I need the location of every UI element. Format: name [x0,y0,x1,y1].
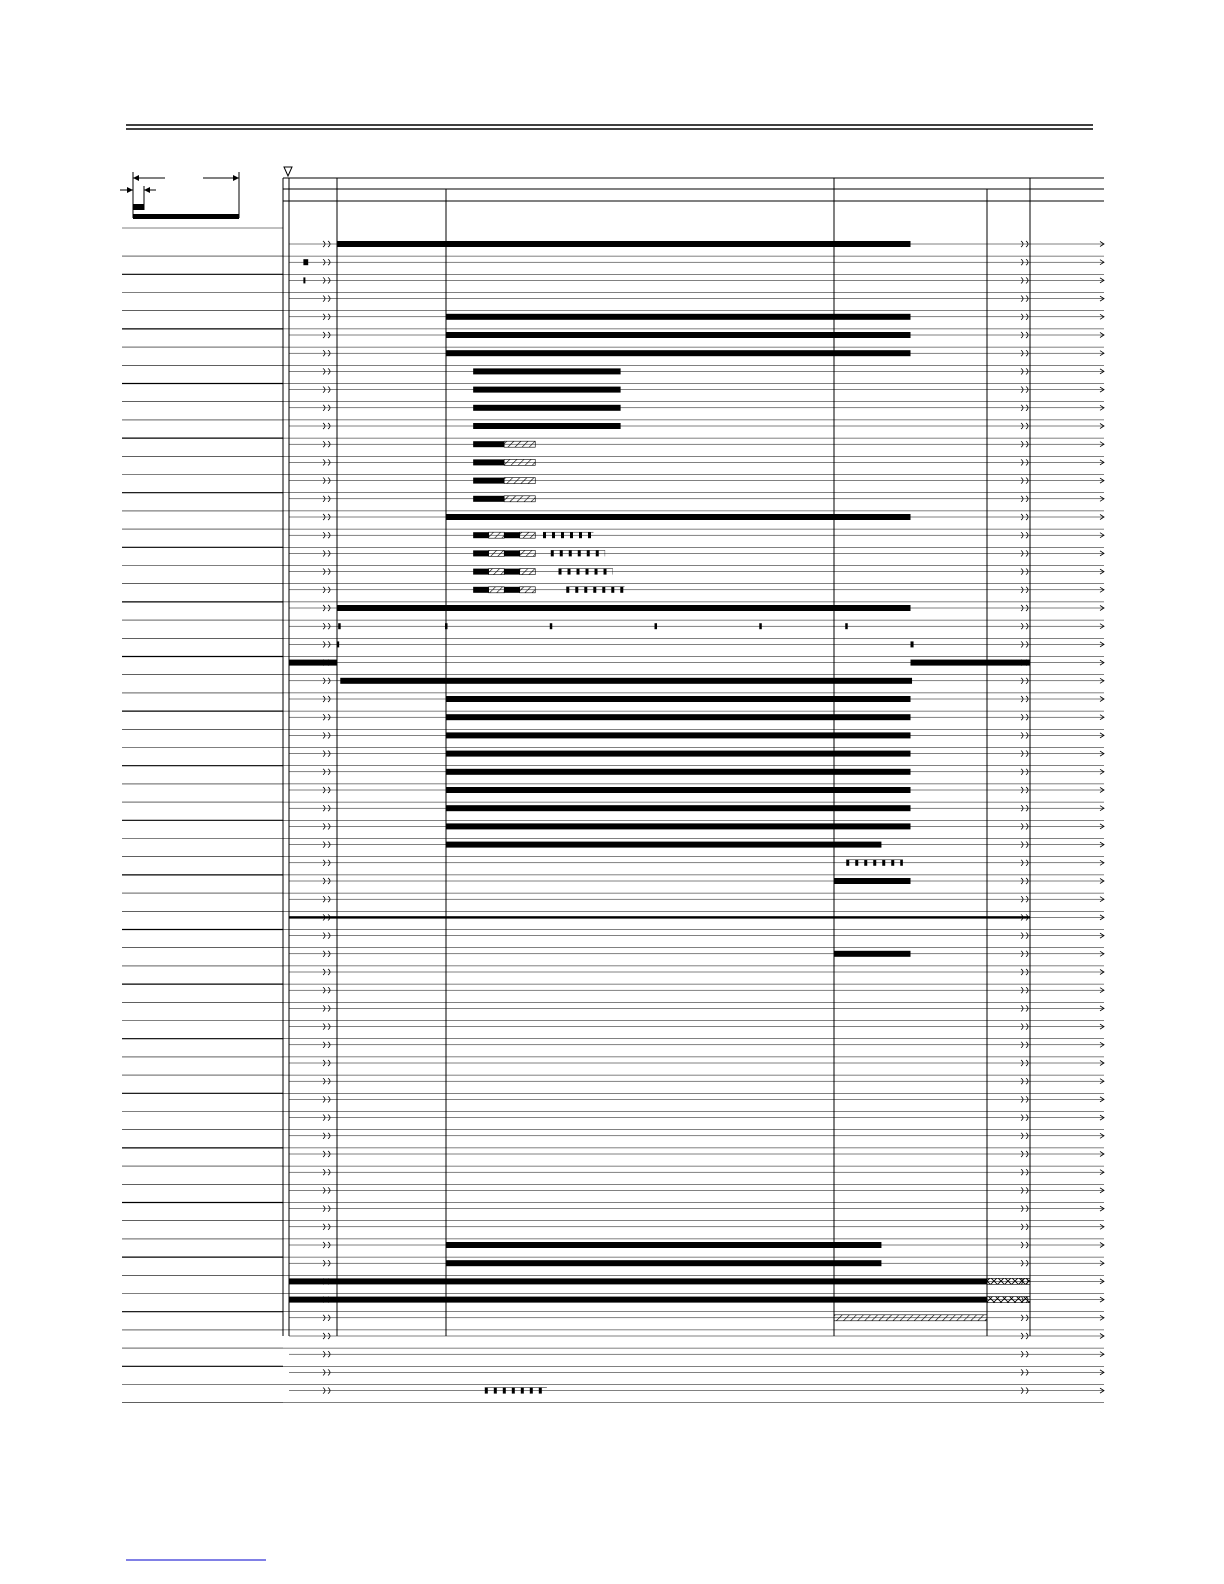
signal-undefined-bar [489,532,505,538]
pulse-train-mark [551,550,554,556]
signal-on-bar [337,641,339,647]
pulse-tick [845,623,848,629]
pulse-tick [655,623,658,629]
pulse-train-mark [561,532,564,538]
signal-on-bar [473,496,504,502]
pulse-train-mark [595,569,598,575]
signal-on-bar [446,1242,881,1248]
signal-on-bar [446,514,911,520]
signal-undefined-bar [520,550,536,556]
signal-on-bar [446,732,911,738]
signal-on-bar [446,714,911,720]
signal-thin-bar [289,916,1030,918]
signal-on-bar [473,423,620,429]
signal-on-bar [473,587,489,593]
pulse-train-mark [543,532,546,538]
signal-on-bar [473,459,504,465]
pulse-train-mark [900,860,903,866]
signal-rows [122,241,1104,1403]
pulse-train-mark [575,587,578,593]
signal-on-bar [446,314,911,320]
pulse-train-mark [620,587,623,593]
signal-on-bar [446,769,911,775]
pulse-train-mark [846,860,849,866]
pulse-train-mark [559,569,562,575]
pulse-train-mark [596,550,599,556]
pulse-train-mark [891,860,894,866]
signal-on-bar [504,532,520,538]
signal-undefined-bar [504,459,535,465]
signal-on-bar [446,350,911,356]
pulse-train-mark [539,1388,542,1394]
signal-on-bar [289,1297,987,1303]
pulse-train-mark [577,569,580,575]
signal-on-bar [473,405,620,411]
pulse-train-mark [588,532,591,538]
signal-on-bar [289,1278,987,1284]
pulse-train-mark [560,550,563,556]
signal-on-bar [446,751,911,757]
signal-on-bar [834,951,911,957]
pulse-tick [445,623,448,629]
pulse-train-mark [569,550,572,556]
pulse-train-mark [882,860,885,866]
signal-undefined-bar [520,587,536,593]
signal-on-bar [473,368,620,374]
pulse-train-mark [566,587,569,593]
signal-on-bar [446,823,911,829]
signal-undefined-bar [504,441,535,447]
signal-undefined-bar [489,569,505,575]
signal-undefined-bar [504,478,535,484]
signal-on-bar [473,441,504,447]
triangle-down-icon [284,167,292,176]
signal-crosshatch-bar [987,1297,1030,1303]
header-rule [126,125,1093,129]
pulse-train-mark [855,860,858,866]
pulse-train-mark [587,550,590,556]
pulse-train-mark [584,587,587,593]
signal-on-bar [303,259,308,265]
signal-on-bar [340,678,912,684]
signal-on-bar [911,641,914,647]
signal-undefined-bar [489,550,505,556]
pulse-train-mark [512,1388,515,1394]
pulse-train-mark [485,1388,488,1394]
signal-on-bar [473,478,504,484]
signal-on-bar [446,696,911,702]
pulse-train-mark [521,1388,524,1394]
pulse-train-mark [579,532,582,538]
pulse-train-mark [593,587,596,593]
pulse-train-mark [873,860,876,866]
pulse-tick [759,623,762,629]
signal-on-bar [289,660,337,666]
signal-on-bar [473,387,620,393]
signal-undefined-bar [834,1315,987,1321]
signal-on-bar [303,277,305,283]
pulse-train-mark [586,569,589,575]
signal-on-bar [504,550,520,556]
signal-on-bar [473,532,489,538]
pulse-train-mark [568,569,571,575]
pulse-tick [550,623,553,629]
signal-on-bar [446,1260,881,1266]
pulse-train-mark [552,532,555,538]
signal-on-bar [337,605,911,611]
pulse-train-mark [604,569,607,575]
pulse-train-mark [494,1388,497,1394]
pulse-train-mark [530,1388,533,1394]
signal-on-bar [446,332,911,338]
signal-on-bar [337,241,911,247]
signal-on-bar [911,660,1031,666]
signal-undefined-bar [504,496,535,502]
pulse-train-mark [611,587,614,593]
timing-legend-icon [120,172,239,219]
signal-on-bar [446,787,911,793]
signal-on-bar [504,569,520,575]
signal-crosshatch-bar [987,1278,1030,1284]
signal-on-bar [504,587,520,593]
signal-on-bar [473,569,489,575]
pulse-train-mark [602,587,605,593]
signal-undefined-bar [520,532,536,538]
signal-undefined-bar [520,569,536,575]
signal-on-bar [473,550,489,556]
pulse-tick [338,623,341,629]
signal-on-bar [446,805,911,811]
signal-on-bar [834,878,911,884]
pulse-train-mark [570,532,573,538]
pulse-train-mark [503,1388,506,1394]
pulse-train-mark [578,550,581,556]
signal-undefined-bar [489,587,505,593]
signal-on-bar [446,842,881,848]
pulse-train-mark [864,860,867,866]
